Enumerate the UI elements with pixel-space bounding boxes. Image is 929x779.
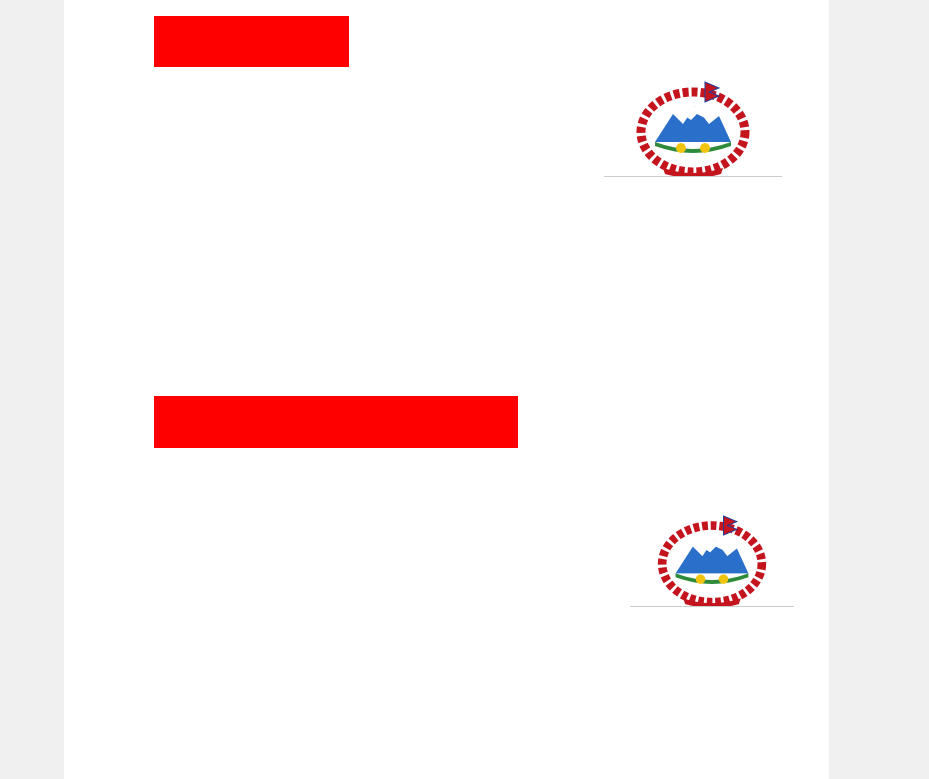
document-page [64,0,829,779]
depression-symptoms-title [154,16,349,67]
emblem-line-3 [630,606,794,607]
government-emblem-bottom [630,514,794,607]
emblem-seal-icon [652,514,772,606]
suicide-prevention-title [154,396,518,448]
government-emblem-top [604,80,782,177]
emblem-line-3 [604,176,782,177]
emblem-seal-icon [633,80,753,176]
